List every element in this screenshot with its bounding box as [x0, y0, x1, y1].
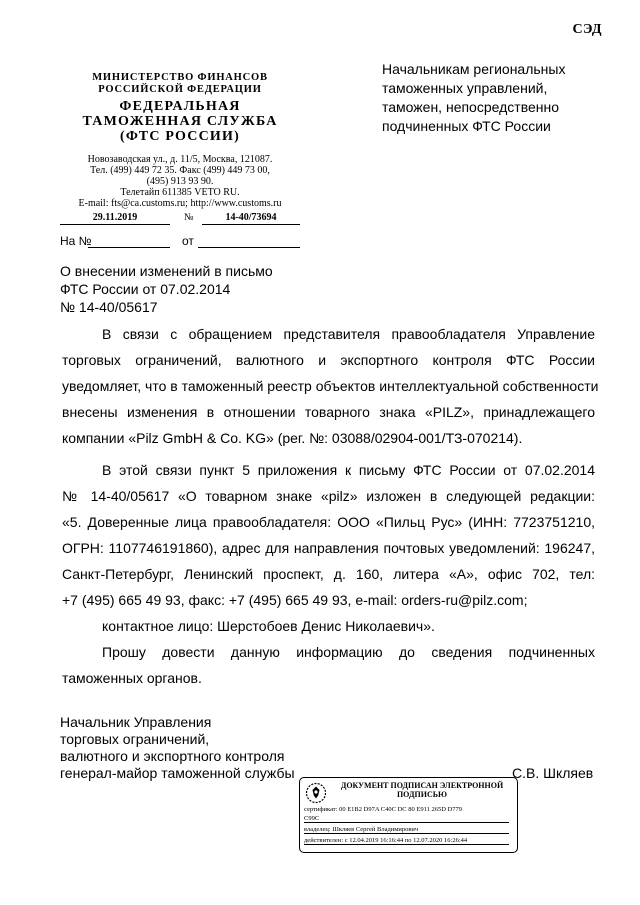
- subject-line: О внесении изменений в письмо: [60, 263, 273, 279]
- body-line: «5. Доверенные лица правообладателя: ООО «Пильц Рус» (ИНН: 7723751210,: [62, 514, 595, 530]
- stamp-header-line: ПОДПИСЬЮ: [396, 790, 448, 799]
- paragraph-3: [62, 639, 595, 691]
- contact-line: (495) 913 93 90.: [146, 176, 214, 187]
- reference-number-label: На №: [60, 234, 92, 248]
- registration-number: 14-40/73694: [202, 212, 300, 225]
- letterhead: [60, 72, 300, 209]
- body-line: В этой связи пункт 5 приложения к письму ФТС России от 07.02.2014: [102, 462, 595, 478]
- ministry-line: МИНИСТЕРСТВО ФИНАНСОВ: [92, 72, 268, 83]
- registration-date: 29.11.2019: [60, 212, 170, 225]
- contact-line: E-mail: fts@ca.customs.ru; http://www.customs.ru: [78, 198, 282, 209]
- registration-number-label: №: [184, 212, 194, 223]
- signatory-name: С.В. Шкляев: [512, 765, 594, 781]
- sed-mark: СЭД: [572, 22, 602, 37]
- position-line: валютного и экспортного контроля: [60, 748, 285, 764]
- service-line: ФЕДЕРАЛЬНАЯ: [119, 99, 241, 114]
- e-signature-stamp: [299, 777, 518, 853]
- addressee-line: таможен, непосредственно: [382, 99, 560, 115]
- body-line: таможенных органов.: [62, 670, 202, 686]
- contact-line: Тел. (499) 449 72 35. Факс (499) 449 73 00,: [90, 165, 270, 176]
- stamp-owner: владелец: Шкляев Сергей Владимирович: [304, 826, 509, 834]
- stamp-validity: действителен: с 12.04.2019 16:16:44 по 12.07.2020 16:26:44: [304, 837, 509, 845]
- paragraph-2: [62, 457, 595, 639]
- reference-from-label: от: [182, 234, 194, 248]
- body-line: компании «Pilz GmbH & Co. KG» (рег. №: 03088/02904-001/ТЗ-070214).: [62, 430, 523, 446]
- service-line: ТАМОЖЕННАЯ СЛУЖБА: [82, 114, 278, 129]
- body-line: +7 (495) 665 49 93, факс: +7 (495) 665 49 93, e-mail: orders-ru@pilz.com;: [62, 592, 528, 608]
- subject-line: № 14-40/05617: [60, 299, 158, 315]
- ministry-name: [60, 72, 300, 96]
- addressee-line: Начальникам региональных: [382, 61, 566, 77]
- emblem-icon: [305, 782, 327, 804]
- subject-line: ФТС России от 07.02.2014: [60, 281, 231, 297]
- paragraph-1: [62, 321, 599, 451]
- registration-line: [60, 212, 300, 228]
- reference-line: [60, 234, 300, 250]
- body-line: № 14-40/05617 «О товарном знаке «pilz» изложен в следующей редакции:: [62, 488, 595, 504]
- reference-from-blank: [198, 247, 300, 248]
- body-line: ОГРН: 1107746191860), адрес для направления почтовых уведомлений: 196247,: [62, 540, 595, 556]
- reference-number-blank: [88, 247, 170, 248]
- letter-subject: [60, 262, 273, 316]
- body-line: В связи с обращением представителя правообладателя Управление: [102, 326, 595, 342]
- stamp-certificate: сертификат: 00 E1B2 D97A C40C DC 80 E911 265D D779: [304, 806, 462, 813]
- service-line: (ФТС РОССИИ): [120, 129, 240, 144]
- stamp-header: [330, 781, 514, 799]
- addressee-line: подчиненных ФТС России: [382, 118, 551, 134]
- signatory-position: [60, 714, 295, 782]
- contact-line: Новозаводская ул., д. 11/5, Москва, 121087.: [87, 154, 273, 165]
- body-line: контактное лицо: Шерстобоев Денис Николаевич».: [102, 618, 435, 634]
- ministry-line: РОССИЙСКОЙ ФЕДЕРАЦИИ: [98, 84, 262, 95]
- addressee-line: таможенных управлений,: [382, 80, 548, 96]
- contact-line: Телетайп 611385 VETO RU.: [120, 187, 240, 198]
- body-line: Санкт-Петербург, Ленинский проспект, д. 160, литера «А», офис 702, тел:: [62, 566, 595, 582]
- body-line: Прошу довести данную информацию до сведения подчиненных: [102, 644, 595, 660]
- body-line: уведомляет, что в таможенный реестр объектов интеллектуальной собственности: [62, 378, 599, 394]
- position-line: Начальник Управления: [60, 714, 212, 730]
- body-line: торговых ограничений, валютного и экспортного контроля ФТС России: [62, 352, 595, 368]
- stamp-header-line: ДОКУМЕНТ ПОДПИСАН ЭЛЕКТРОННОЙ: [340, 781, 504, 790]
- position-line: генерал-майор таможенной службы: [60, 765, 295, 781]
- addressee-block: [382, 60, 612, 136]
- contact-info: [60, 154, 300, 209]
- stamp-certificate-cont: C99C: [304, 815, 509, 823]
- body-line: внесены изменения в отношении товарного знака «PILZ», принадлежащего: [62, 404, 595, 420]
- service-name: [60, 99, 300, 144]
- position-line: торговых ограничений,: [60, 731, 210, 747]
